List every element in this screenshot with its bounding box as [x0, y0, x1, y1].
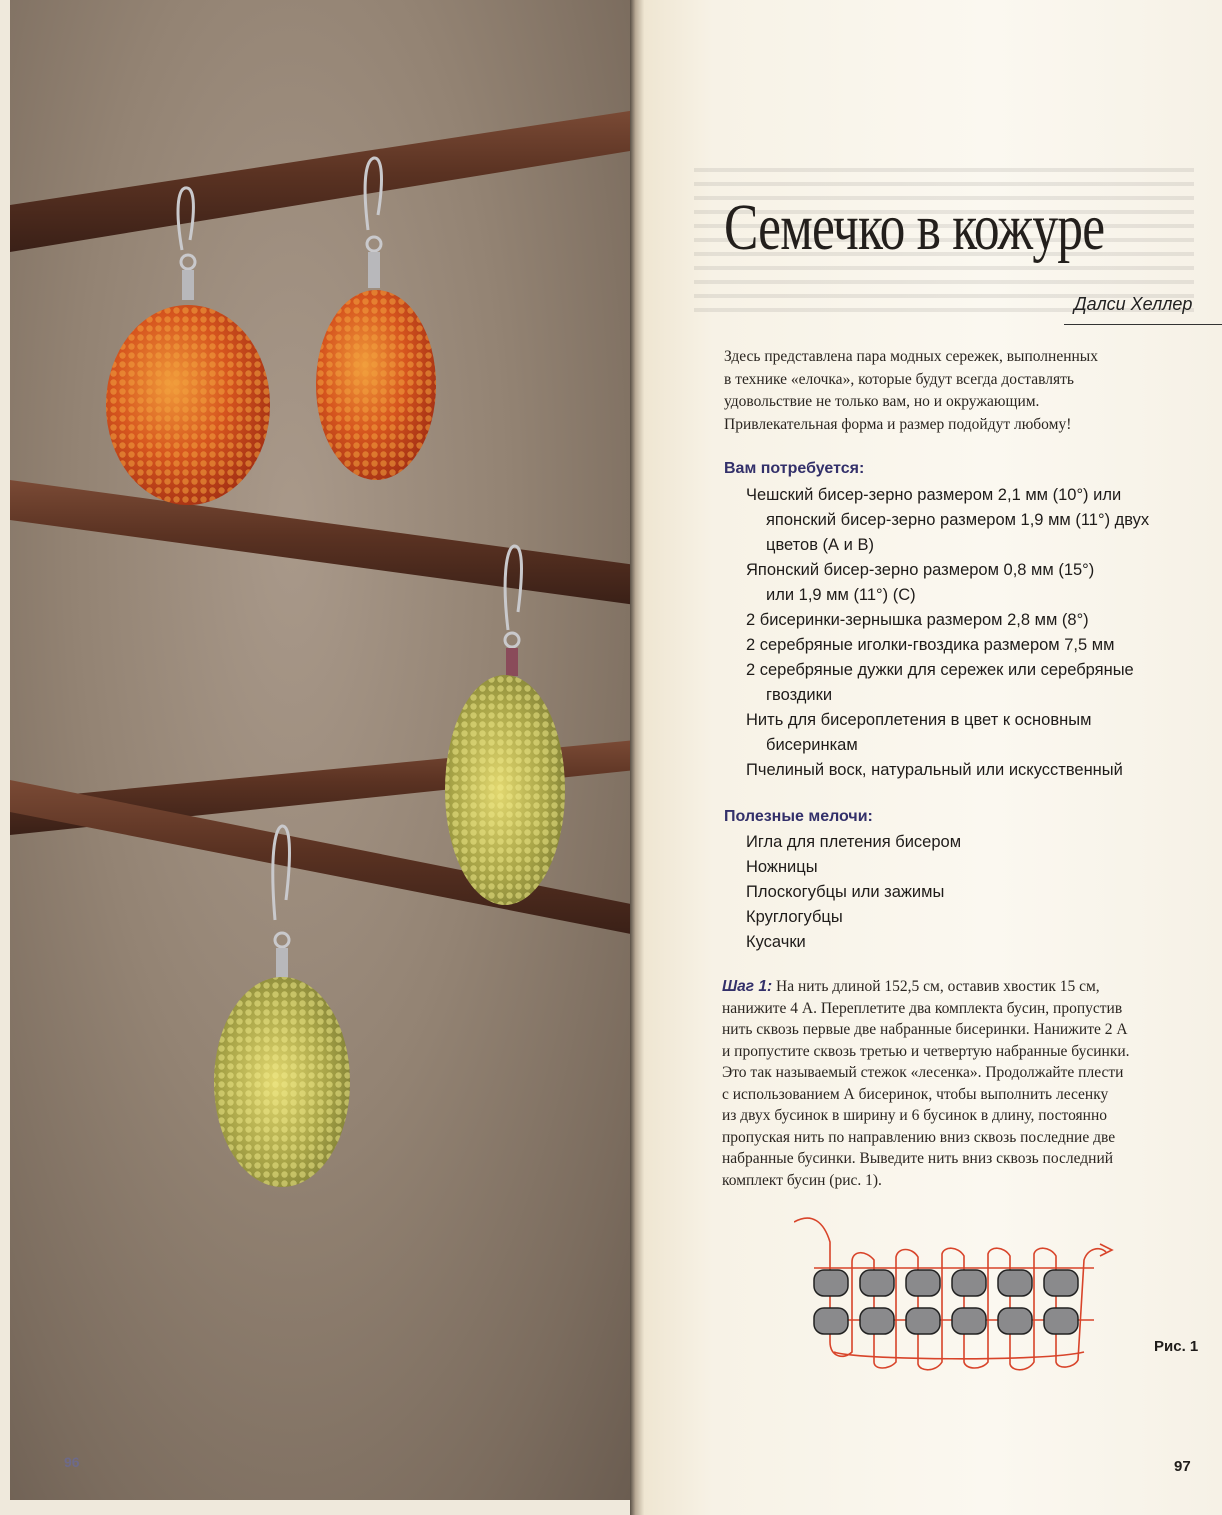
intro-line: Здесь представлена пара модных сережек, выполненных: [724, 348, 1098, 365]
list-item-line: Пчелиный воск, натуральный или искусственный: [746, 761, 1123, 779]
step-line: из двух бусинок в ширину и 6 бусинок в длину, постоянно: [722, 1107, 1108, 1124]
list-item-line: гвоздики: [766, 686, 833, 704]
author-rule: [1064, 324, 1222, 325]
step-line: набранные бусинки. Выведите нить вниз сквозь последний: [722, 1150, 1114, 1167]
list-item-line: японский бисер-зерно размером 1,9 мм (11°) двух: [766, 511, 1150, 529]
list-item: Ножницы: [746, 858, 818, 876]
list-item-line: Японский бисер-зерно размером 0,8 мм (15°): [746, 561, 1095, 579]
materials-heading: Вам потребуется:: [724, 460, 865, 477]
list-item: Кусачки: [746, 933, 806, 951]
list-item-line: 2 серебряные иголки-гвоздика размером 7,5 мм: [746, 636, 1115, 654]
list-item: [746, 758, 1216, 783]
step-line: нить сквозь первые две набранные бисеринки. Нанижите 2 А: [722, 1021, 1128, 1038]
step-line: и пропустите сквозь третью и четвертую набранные бусинки.: [722, 1042, 1130, 1060]
list-item: [746, 608, 1216, 633]
ladder-stitch-figure: [794, 1212, 1124, 1372]
list-item: Круглогубцы: [746, 908, 843, 926]
bead: [1044, 1308, 1078, 1334]
list-item-line: Чешский бисер-зерно размером 2,1 мм (10°) или: [746, 486, 1122, 504]
bead: [814, 1270, 848, 1296]
intro-line: Привлекательная форма и размер подойдут любому!: [724, 415, 1072, 433]
step-label: Шаг 1:: [722, 978, 773, 995]
list-item: [746, 558, 1216, 608]
list-item-line: цветов (А и В): [766, 536, 874, 554]
bead: [860, 1270, 894, 1296]
step-line: с использованием А бисеринок, чтобы выполнить лесенку: [722, 1085, 1109, 1103]
step-line: пропуская нить по направлению вниз сквозь последние две: [722, 1128, 1116, 1146]
step-line: нанижите 4 А. Переплетите два комплекта бусин, пропустив: [722, 999, 1123, 1017]
step-line: [722, 976, 1212, 998]
list-item-line: 2 бисеринки-зернышка размером 2,8 мм (8°): [746, 611, 1089, 629]
step-line: Это так называемый стежок «лесенка». Продолжайте плести: [722, 1064, 1124, 1081]
bead: [952, 1270, 986, 1296]
step-text: На нить длиной 152,5 см, оставив хвостик 15 см,: [772, 978, 1100, 995]
rod-top: [10, 110, 636, 252]
bead: [998, 1308, 1032, 1334]
list-item: [746, 708, 1216, 758]
orange-earring-right: [316, 158, 436, 480]
earrings-photo: [10, 0, 636, 1500]
rod-middle: [10, 480, 636, 605]
list-item: [746, 483, 1216, 558]
page-title: Семечко в кожуре: [724, 191, 1105, 264]
olive-earring-right: [445, 546, 565, 905]
bead: [906, 1308, 940, 1334]
right-page: [644, 0, 1222, 1515]
bead: [906, 1270, 940, 1296]
bead: [1044, 1270, 1078, 1296]
beads: [814, 1270, 1078, 1334]
bead: [952, 1308, 986, 1334]
author-name: Далси Хеллер: [1074, 294, 1193, 314]
figure-label: Рис. 1: [1154, 1338, 1199, 1355]
list-item: [746, 658, 1216, 708]
page-number-right: 97: [1174, 1458, 1191, 1475]
bead: [814, 1308, 848, 1334]
list-item: [746, 633, 1216, 658]
tools-list: [746, 830, 1216, 955]
list-item: Плоскогубцы или зажимы: [746, 883, 945, 901]
step-line: комплект бусин (рис. 1).: [722, 1171, 882, 1189]
page-number-left: 96: [64, 1454, 80, 1470]
earrings-illustration: [10, 0, 636, 1500]
materials-list: [746, 483, 1216, 783]
book-gutter: [630, 0, 644, 1515]
bead: [998, 1270, 1032, 1296]
step-1-paragraph: [722, 976, 1212, 1191]
orange-earring-left: [106, 188, 270, 505]
list-item-line: Нить для бисероплетения в цвет к основным: [746, 711, 1092, 729]
intro-line: в технике «елочка», которые будут всегда доставлять: [724, 370, 1074, 388]
list-item-line: 2 серебряные дужки для сережек или серебряные: [746, 661, 1134, 679]
intro-paragraph: [724, 346, 1194, 436]
list-item-line: бисеринкам: [766, 736, 858, 754]
olive-earring-left: [214, 826, 350, 1187]
list-item: Игла для плетения бисером: [746, 833, 962, 851]
list-item-line: или 1,9 мм (11°) (С): [766, 586, 916, 604]
intro-line: удовольствие не только вам, но и окружающим.: [724, 393, 1040, 410]
bead: [860, 1308, 894, 1334]
tools-heading: Полезные мелочи:: [724, 808, 873, 825]
